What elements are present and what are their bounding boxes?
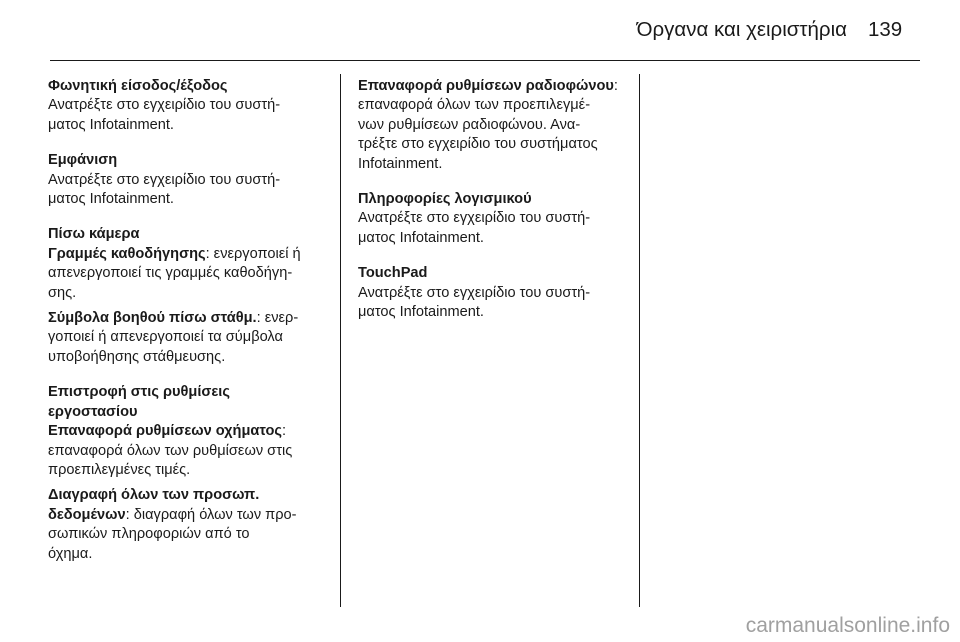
body-text: ματος Infotainment. xyxy=(358,304,484,321)
term-guide-lines: Γραμμές καθοδήγησης xyxy=(48,245,206,262)
body-text: Ανατρέξτε στο εγχειρίδιο του συστή- xyxy=(358,284,591,301)
page-number: 139 xyxy=(868,18,903,41)
column-divider-left xyxy=(340,74,341,607)
body-text xyxy=(358,77,618,96)
body-text: : διαγραφή όλων των προ- xyxy=(125,506,297,523)
term-parking-symbols: Σύμβολα βοηθού πίσω στάθμ. xyxy=(48,310,257,327)
body-text: Infotainment. xyxy=(358,155,443,172)
body-text: υποβοήθησης στάθμευσης. xyxy=(48,348,226,365)
section-heading: Φωνητική είσοδος/έξοδος xyxy=(48,78,228,94)
body-text: επαναφορά όλων των ρυθμίσεων στις xyxy=(48,442,293,459)
parking-symbols-paragraph xyxy=(48,309,301,367)
body-text: Ανατρέξτε στο εγχειρίδιο του συστή- xyxy=(48,97,281,114)
section-heading: Εμφάνιση xyxy=(48,152,118,169)
body-text: : ενερ- xyxy=(256,310,299,327)
left-column xyxy=(48,77,301,580)
body-text xyxy=(48,245,301,264)
term-delete-personal-data: Διαγραφή όλων των προσωπ. xyxy=(48,487,260,504)
body-text xyxy=(48,422,301,441)
section-software-info xyxy=(358,190,618,248)
section-factory-reset xyxy=(48,383,301,564)
middle-column xyxy=(358,77,618,338)
section-rear-camera xyxy=(48,225,301,367)
body-text: απενεργοποιεί τις γραμμές καθοδήγη- xyxy=(48,265,293,282)
personal-data-paragraph xyxy=(48,486,301,564)
header-rule xyxy=(50,60,920,61)
page-title: Όργανα και χειριστήρια xyxy=(636,18,847,41)
section-heading: Επιστροφή στις ρυθμίσεις xyxy=(48,384,230,401)
term-vehicle-reset: Επαναφορά ρυθμίσεων οχήματος xyxy=(48,423,282,440)
footer-watermark: carmanualsonline.info xyxy=(745,614,950,637)
section-touchpad xyxy=(358,264,618,322)
section-heading: Πίσω κάμερα xyxy=(48,226,140,243)
body-text: προεπιλεγμένες τιμές. xyxy=(48,461,191,478)
section-voice-io xyxy=(48,77,301,135)
body-text: ματος Infotainment. xyxy=(358,229,484,246)
body-text: : xyxy=(281,423,287,440)
body-text: : ενεργοποιεί ή xyxy=(205,245,301,262)
section-radio-reset xyxy=(358,77,618,174)
term-delete-personal-data: δεδομένων xyxy=(48,506,126,523)
body-text: όχημα. xyxy=(48,545,93,562)
body-text: Ανατρέξτε στο εγχειρίδιο του συστή- xyxy=(48,171,281,188)
column-divider-right xyxy=(639,74,640,607)
term-radio-reset: Επαναφορά ρυθμίσεων ραδιοφώνου xyxy=(358,78,614,94)
section-heading: εργοστασίου xyxy=(48,403,138,420)
body-text: επαναφορά όλων των προεπιλεγμέ- xyxy=(358,97,591,114)
body-text: σης. xyxy=(48,284,77,301)
section-heading: Πληροφορίες λογισμικού xyxy=(358,191,532,208)
body-text xyxy=(48,309,301,328)
body-text: : xyxy=(613,78,618,94)
section-heading: TouchPad xyxy=(358,265,428,282)
body-text: νων ρυθμίσεων ραδιοφώνου. Ανα- xyxy=(358,116,581,133)
body-text: τρέξτε στο εγχειρίδιο του συστήματος xyxy=(358,136,598,153)
body-text xyxy=(48,506,301,525)
guide-lines-paragraph xyxy=(48,245,301,303)
vehicle-reset-paragraph xyxy=(48,422,301,480)
body-text: γοποιεί ή απενεργοποιεί τα σύμβολα xyxy=(48,329,283,346)
body-text: Ανατρέξτε στο εγχειρίδιο του συστή- xyxy=(358,210,591,227)
body-text: σωπικών πληροφοριών από το xyxy=(48,526,250,543)
body-text: ματος Infotainment. xyxy=(48,191,174,208)
body-text: ματος Infotainment. xyxy=(48,116,174,133)
section-display xyxy=(48,151,301,209)
